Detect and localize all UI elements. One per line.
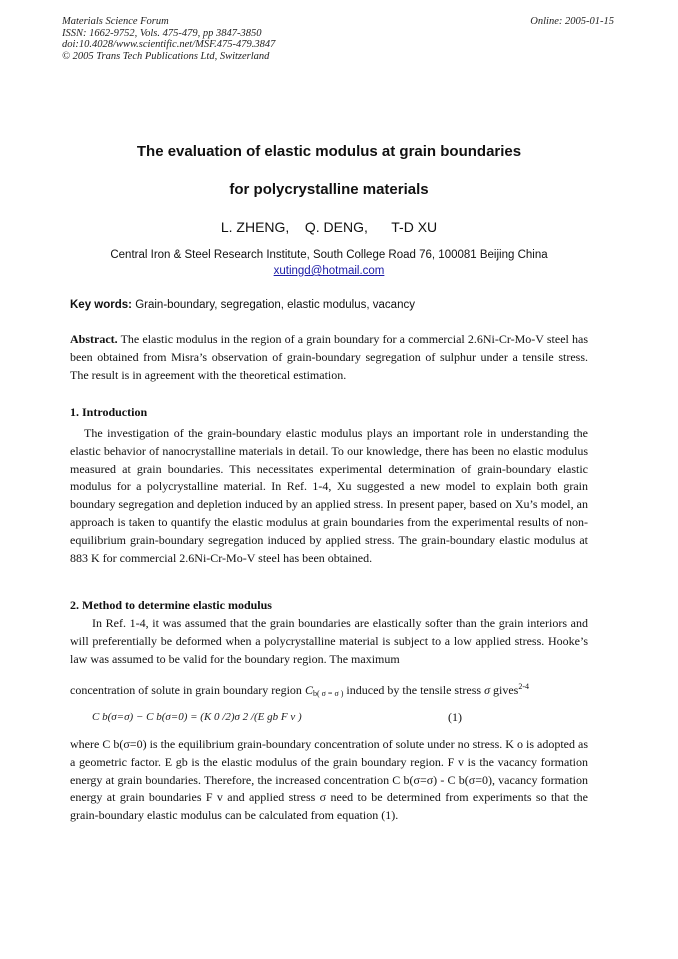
author-list	[70, 218, 588, 236]
conc-symbol: C	[304, 683, 313, 697]
paper-title-line-2: for polycrystalline materials	[229, 181, 429, 198]
keywords	[70, 298, 588, 312]
section-1-paragraph	[70, 425, 588, 567]
affiliation: Central Iron & Steel Research Institute, South College Road 76, 100081 Beijing China	[110, 249, 548, 261]
paper-title-line-1: The evaluation of elastic modulus at grain boundaries	[136, 143, 522, 160]
concentration-line	[70, 679, 588, 702]
abstract	[70, 331, 588, 384]
conc-text-a: concentration of solute in grain boundary region	[70, 683, 305, 697]
conc-subscript: b( σ = σ )	[312, 689, 344, 698]
equation-number: (1)	[448, 710, 462, 724]
keywords-label: Key words:	[70, 299, 132, 311]
journal-header	[62, 16, 614, 62]
email-link[interactable]: xutingd@hotmail.com	[273, 265, 385, 277]
doi-line: doi:10.4028/www.scientific.net/MSF.475-479.3847	[62, 39, 276, 50]
author-1: L. ZHENG,	[220, 219, 290, 235]
keywords-text: Grain-boundary, segregation, elastic modulus, vacancy	[132, 299, 415, 311]
abstract-label: Abstract.	[70, 332, 118, 346]
equation-1: C b(σ=σ) − C b(σ=0) = (K 0 /2)σ 2 /(E gb F v )	[92, 711, 302, 723]
section-2-final-paragraph: where C b(σ=0) is the equilibrium grain-boundary concentration of solute under no stress. K o is adopted as a geometric factor. E gb is the elastic modulus of the grain boundary region. F v is the vacancy formation energy at grain boundaries. Therefore, the increased concentration C b(σ=σ) - C b(σ=0), vacancy formation energy at grain boundaries F v and applied stress σ need to be determined from experiments so that the grain-boundary elastic modulus can be calculated from equation (1).	[70, 737, 588, 823]
section-2-paragraph	[70, 615, 588, 668]
journal-name: Materials Science Forum	[62, 16, 169, 27]
issn-line: ISSN: 1662-9752, Vols. 475-479, pp 3847-3850	[62, 27, 262, 39]
author-3: T-D XU	[391, 219, 438, 235]
abstract-text: The elastic modulus in the region of a grain boundary for a commercial 2.6Ni-Cr-Mo-V steel has been obtained from Misra’s observation of grain-boundary segregation of sulphur under a tensile stress. The result is in agreement with the theoretical estimation.	[70, 332, 588, 382]
section-1-heading: 1. Introduction	[70, 405, 148, 419]
author-2: Q. DENG,	[304, 219, 368, 235]
sigma-symbol: σ	[484, 683, 490, 697]
copyright-line: © 2005 Trans Tech Publications Ltd, Switzerland	[62, 50, 270, 62]
conc-text-d: gives	[489, 683, 519, 697]
section-1-text: The investigation of the grain-boundary elastic modulus plays an important role in understanding the elastic behavior of nanocrystalline materials in detail. To our knowledge, there has been no elastic modulus measured at grain boundaries. This necessitates experimental determination of grain-boundary elastic modulus for a polycrystalline material. In Ref. 1-4, Xu suggested a new model to explain both grain boundary segregation and depletion induced by an applied stress. In present paper, based on Xu’s model, an approach is taken to quantify the elastic modulus at grain boundaries from the experimental results of non-equilibrium grain-boundary segregation induced by applied stress. The grain-boundary elastic modulus at 883 K for commercial 2.6Ni-Cr-Mo-V steel has been obtained.	[70, 426, 588, 565]
reference-superscript: 2-4	[518, 682, 529, 691]
conc-text-b: induced by the tensile stress	[343, 683, 485, 697]
section-2-heading: 2. Method to determine elastic modulus	[70, 598, 272, 612]
online-date: Online: 2005-01-15	[530, 16, 614, 27]
section-2-text: In Ref. 1-4, it was assumed that the grain boundaries are elastically softer than the grain interiors and will preferentially be deformed when a polycrystalline material is subject to a low applied stress. Hooke’s law was assumed to be valid for the boundary region. The maximum	[70, 616, 588, 666]
